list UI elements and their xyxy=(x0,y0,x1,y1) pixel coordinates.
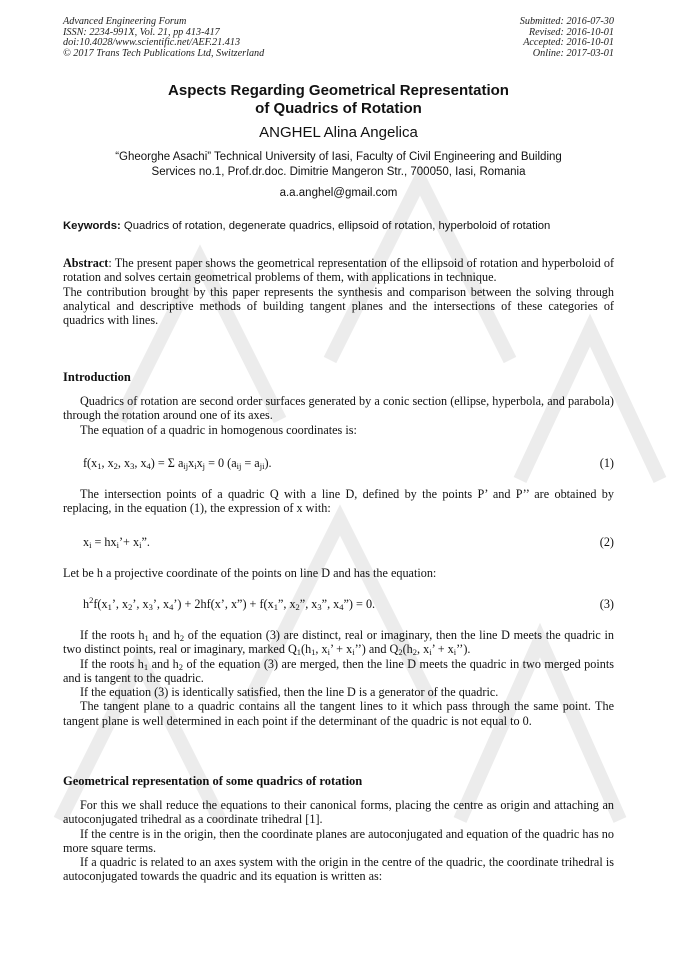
intro-paragraph-1: Quadrics of rotation are second order surfaces generated by a conic section (ellipse, hyperbola, and parabola) through the rotation around one of its axes. xyxy=(63,394,614,423)
abstract xyxy=(63,256,614,327)
intro-paragraph-6: If the roots $h_1$ and $h_2$ of the equation (3) are merged, then the line D meets the quadric in two merged points and is tangent to the quadric. xyxy=(63,656,614,685)
date-accepted: Accepted: 2016-10-01 xyxy=(523,37,614,49)
equation-1-number: (1) xyxy=(599,456,614,470)
journal-issn: ISSN: 2234-991X, Vol. 21, pp 413-417 xyxy=(63,26,220,38)
journal-info xyxy=(63,17,264,59)
keywords xyxy=(63,219,623,233)
section-2-paragraph-3: If a quadric is related to an axes system with the origin in the centre of the quadric, the coordinate trihedral is autoconjugated towards the quadric and its equation is written as: xyxy=(63,855,614,884)
author-name: ANGHEL Alina Angelica xyxy=(259,124,418,141)
intro-paragraph-7: If the equation (3) is identically satisfied, then the line D is a generator of the quadric. xyxy=(80,685,499,700)
intro-paragraph-4: Let be h a projective coordinate of the points on line D and has the equation: xyxy=(63,566,437,580)
keywords-label: Keywords: xyxy=(63,220,121,232)
date-submitted: Submitted: 2016-07-30 xyxy=(519,16,614,27)
intro-paragraph-8: The tangent plane to a quadric contains all the tangent lines to it which pass through the same point. The tangent plane is well determined in each point if the determinant of the quadric is not equal to 0. xyxy=(63,699,614,728)
equation-3-number: (3) xyxy=(599,597,614,611)
keywords-text: Quadrics of rotation, degenerate quadrics, ellipsoid of rotation, hyperboloid of rotation xyxy=(120,220,551,232)
abstract-paragraph-1: Abstract: The present paper shows the geometrical representation of the ellipsoid of rotation and hyperboloid of rotation and solves certain geometrical problems of them, with applications in technique. xyxy=(63,256,614,285)
journal-name: Advanced Engineering Forum xyxy=(63,16,187,27)
title-line-1: Aspects Regarding Geometrical Representation xyxy=(168,82,509,99)
intro-paragraph-5: If the roots $h_1$ and $h_2$ of the equation (3) are distinct, real or imaginary, then the line D meets the quadric in two distinct points, real or imaginary, marked $Q_1(h_1$, $x_i$’ + $x_i$’’) and $Q_2(h_2$, $x_i$’ + $x_i$’’). xyxy=(63,628,614,658)
equation-1: $f(x_1$, $x_2$, $x_3$, $x_4) = \Sigma$ $a_{ij}x_ix_j = 0$ $(a_{ij} = a_{ji})$. (1) xyxy=(83,456,614,471)
section-2-text xyxy=(63,798,614,884)
date-online: Online: 2017-03-01 xyxy=(532,47,614,59)
introduction-text-3 xyxy=(63,566,614,580)
equation-3: $h^2f(x_1$’, $x_2$’, $x_3$’, $x_4’) + 2hf(x$’, x”) + $f(x_1$”, $x_2$”, $x_3$”, $x_4”) = 0$. (3) xyxy=(83,595,614,612)
section-2-paragraph-2: If the centre is in the origin, then the coordinate planes are autoconjugated and equation of the quadric has no more square terms. xyxy=(63,826,614,855)
introduction-text-2 xyxy=(63,487,614,516)
journal-copyright: © 2017 Trans Tech Publications Ltd, Switzerland xyxy=(63,47,265,59)
abstract-label: Abstract xyxy=(63,256,109,270)
section-2-paragraph-1: For this we shall reduce the equations to their canonical forms, placing the centre as origin and attaching an autoconjugated trihedral as a coordinate trihedral [1]. xyxy=(63,798,614,827)
affiliation-line-2: Services no.1, Prof.dr.doc. Dimitrie Mangeron Str., 700050, Iasi, Romania xyxy=(151,165,526,178)
intro-paragraph-3: The intersection points of a quadric Q with a line D, defined by the points P’ and P’’ are obtained by replacing, in the equation (1), the expression of x with: xyxy=(63,487,614,516)
title-line-2: of Quadrics of Rotation xyxy=(255,100,422,117)
affiliation xyxy=(63,150,614,179)
paper-title xyxy=(63,82,614,118)
introduction-text-4 xyxy=(63,628,614,728)
date-revised: Revised: 2016-10-01 xyxy=(528,26,614,38)
introduction-text-1 xyxy=(63,394,614,437)
equation-2: $x_i$ = $hx_i’+ x_i$”. (2) xyxy=(83,535,614,550)
introduction-heading: Introduction xyxy=(63,370,131,384)
equation-2-number: (2) xyxy=(599,535,614,549)
intro-paragraph-2: The equation of a quadric in homogenous coordinates is: xyxy=(80,422,357,437)
abstract-paragraph-2: The contribution brought by this paper represents the synthesis and comparison between the solving through analytical and descriptive methods of building tangent planes and the intersections of these categories of quadrics with lines. xyxy=(63,284,614,328)
author-email[interactable]: a.a.anghel@gmail.com xyxy=(279,187,398,199)
submission-dates xyxy=(520,17,614,59)
section-2-heading: Geometrical representation of some quadrics of rotation xyxy=(63,774,363,788)
journal-doi: doi:10.4028/www.scientific.net/AEF.21.413 xyxy=(63,37,241,49)
affiliation-line-1: “Gheorghe Asachi” Technical University of Iasi, Faculty of Civil Engineering and Building xyxy=(115,151,562,163)
